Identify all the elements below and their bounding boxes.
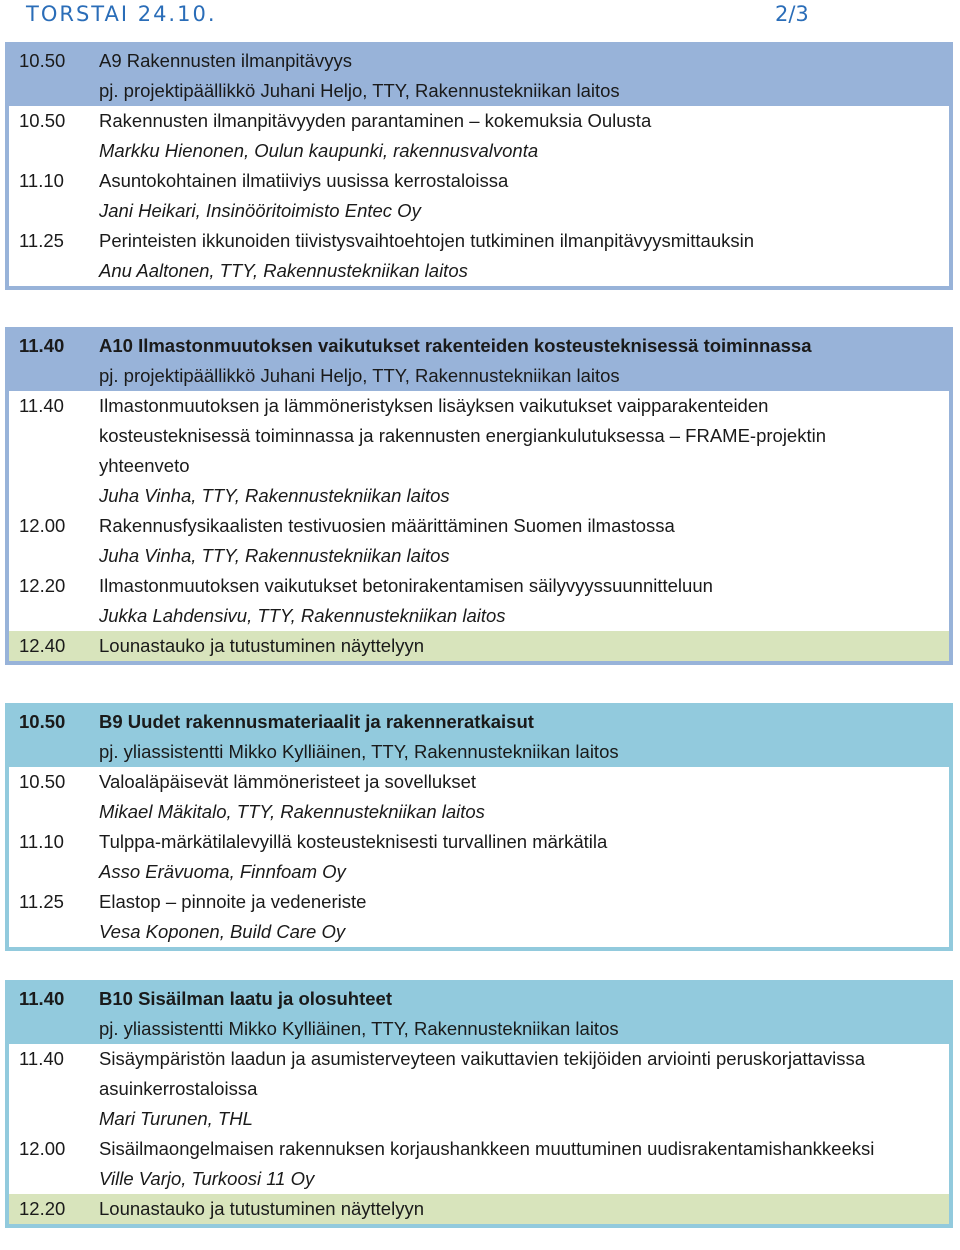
title-cell: Valoaläpäisevät lämmöneristeet ja sovellukset <box>99 771 477 792</box>
title-cell: Elastop – pinnoite ja vedeneriste <box>99 891 367 912</box>
schedule-row <box>9 797 949 827</box>
time-cell: 11.25 <box>19 891 64 912</box>
time-cell: 11.40 <box>19 988 65 1009</box>
schedule-row <box>9 541 949 571</box>
session-header-row <box>9 361 949 391</box>
title-cell: Lounastauko ja tutustuminen näyttelyyn <box>99 1198 424 1219</box>
schedule-row <box>9 511 949 541</box>
time-cell: 11.40 <box>19 1048 64 1069</box>
schedule-row <box>9 256 949 286</box>
session-block-a9 <box>5 42 953 290</box>
schedule-row <box>9 1164 949 1194</box>
time-cell: 10.50 <box>19 110 66 131</box>
session-header-row <box>9 707 949 737</box>
session-header-row <box>9 737 949 767</box>
title-cell: A9 Rakennusten ilmanpitävyys <box>99 50 352 71</box>
speaker-cell: Juha Vinha, TTY, Rakennustekniikan laitos <box>99 545 450 566</box>
time-cell: 12.00 <box>19 515 66 536</box>
page-header <box>0 0 960 36</box>
title-cell: pj. projektipäällikkö Juhani Heljo, TTY, Rakennustekniikan laitos <box>99 365 620 386</box>
session-header-row <box>9 331 949 361</box>
title-cell: pj. yliassistentti Mikko Kylliäinen, TTY, Rakennustekniikan laitos <box>99 1018 619 1039</box>
time-cell: 12.00 <box>19 1138 66 1159</box>
session-header-row <box>9 46 949 76</box>
title-cell: Lounastauko ja tutustuminen näyttelyyn <box>99 635 424 656</box>
session-rows <box>9 46 949 286</box>
session-header-row <box>9 76 949 106</box>
schedule-row <box>9 106 949 136</box>
speaker-cell: Jani Heikari, Insinööritoimisto Entec Oy <box>99 200 421 221</box>
speaker-cell: Anu Aaltonen, TTY, Rakennustekniikan laitos <box>99 260 468 281</box>
speaker-cell: Asso Erävuoma, Finnfoam Oy <box>99 861 346 882</box>
title-cell: pj. yliassistentti Mikko Kylliäinen, TTY, Rakennustekniikan laitos <box>99 741 619 762</box>
schedule-row <box>9 887 949 917</box>
session-header-row <box>9 984 949 1014</box>
speaker-cell: Vesa Koponen, Build Care Oy <box>99 921 346 942</box>
title-cell: Perinteisten ikkunoiden tiivistysvaihtoehtojen tutkiminen ilmanpitävyysmittauksin <box>99 230 755 251</box>
session-rows <box>9 984 949 1224</box>
title-cell: pj. projektipäällikkö Juhani Heljo, TTY, Rakennustekniikan laitos <box>99 80 620 101</box>
time-cell: 10.50 <box>19 50 66 71</box>
title-cell: B10 Sisäilman laatu ja olosuhteet <box>99 988 393 1009</box>
title-cell: Rakennusfysikaalisten testivuosien määrittäminen Suomen ilmastossa <box>99 515 675 536</box>
speaker-cell: Mari Turunen, THL <box>99 1108 253 1129</box>
title-cell: Tulppa-märkätilalevyillä kosteusteknisesti turvallinen märkätila <box>99 831 608 852</box>
schedule-row <box>9 1074 949 1104</box>
schedule-row <box>9 827 949 857</box>
session-rows <box>9 707 949 947</box>
session-block-b9 <box>5 703 953 951</box>
schedule-row <box>9 226 949 256</box>
title-cell: asuinkerrostaloissa <box>99 1078 258 1099</box>
schedule-row <box>9 571 949 601</box>
schedule-row <box>9 421 949 451</box>
time-cell: 11.25 <box>19 230 64 251</box>
title-cell: Asuntokohtainen ilmatiiviys uusissa kerrostaloissa <box>99 170 509 191</box>
time-cell: 11.40 <box>19 335 65 356</box>
session-block-b10 <box>5 980 953 1228</box>
time-cell: 11.10 <box>19 831 64 852</box>
schedule-row <box>9 196 949 226</box>
speaker-cell: Juha Vinha, TTY, Rakennustekniikan laitos <box>99 485 450 506</box>
time-cell: 11.40 <box>19 395 64 416</box>
title-cell: Sisäilmaongelmaisen rakennuksen korjaushankkeen muuttuminen uudisrakentamishankkeeksi <box>99 1138 875 1159</box>
time-cell: 12.20 <box>19 1198 66 1219</box>
page-number: 2/3 <box>775 2 809 26</box>
title-cell: kosteusteknisessä toiminnassa ja rakennusten energiankulutuksessa – FRAME-projektin <box>99 425 827 446</box>
speaker-cell: Jukka Lahdensivu, TTY, Rakennustekniikan laitos <box>99 605 506 626</box>
title-cell: Sisäympäristön laadun ja asumisterveyteen vaikuttavien tekijöiden arviointi peruskorjattavissa <box>99 1048 866 1069</box>
session-block-a10 <box>5 327 953 665</box>
lunch-row <box>9 1194 949 1224</box>
session-rows <box>9 331 949 661</box>
title-cell: Ilmastonmuutoksen vaikutukset betonirakentamisen säilyvyyssuunnitteluun <box>99 575 713 596</box>
schedule-row <box>9 451 949 481</box>
schedule-row <box>9 857 949 887</box>
time-cell: 10.50 <box>19 771 66 792</box>
schedule-row <box>9 1104 949 1134</box>
schedule-row <box>9 1044 949 1074</box>
time-cell: 12.20 <box>19 575 66 596</box>
day-title: TORSTAI 24.10. <box>26 2 217 26</box>
speaker-cell: Mikael Mäkitalo, TTY, Rakennustekniikan laitos <box>99 801 485 822</box>
schedule-row <box>9 767 949 797</box>
title-cell: B9 Uudet rakennusmateriaalit ja rakenneratkaisut <box>99 711 534 732</box>
speaker-cell: Ville Varjo, Turkoosi 11 Oy <box>99 1168 315 1189</box>
schedule-row <box>9 166 949 196</box>
time-cell: 10.50 <box>19 711 66 732</box>
lunch-row <box>9 631 949 661</box>
time-cell: 12.40 <box>19 635 66 656</box>
speaker-cell: Markku Hienonen, Oulun kaupunki, rakennusvalvonta <box>99 140 539 161</box>
title-cell: Ilmastonmuutoksen ja lämmöneristyksen lisäyksen vaikutukset vaipparakenteiden <box>99 395 769 416</box>
schedule-row <box>9 136 949 166</box>
schedule-row <box>9 1134 949 1164</box>
schedule-row <box>9 391 949 421</box>
title-cell: A10 Ilmastonmuutoksen vaikutukset rakenteiden kosteusteknisessä toiminnassa <box>99 335 812 356</box>
title-cell: Rakennusten ilmanpitävyyden parantaminen – kokemuksia Oulusta <box>99 110 652 131</box>
schedule-row <box>9 601 949 631</box>
title-cell: yhteenveto <box>99 455 190 476</box>
session-header-row <box>9 1014 949 1044</box>
time-cell: 11.10 <box>19 170 64 191</box>
schedule-row <box>9 917 949 947</box>
schedule-row <box>9 481 949 511</box>
